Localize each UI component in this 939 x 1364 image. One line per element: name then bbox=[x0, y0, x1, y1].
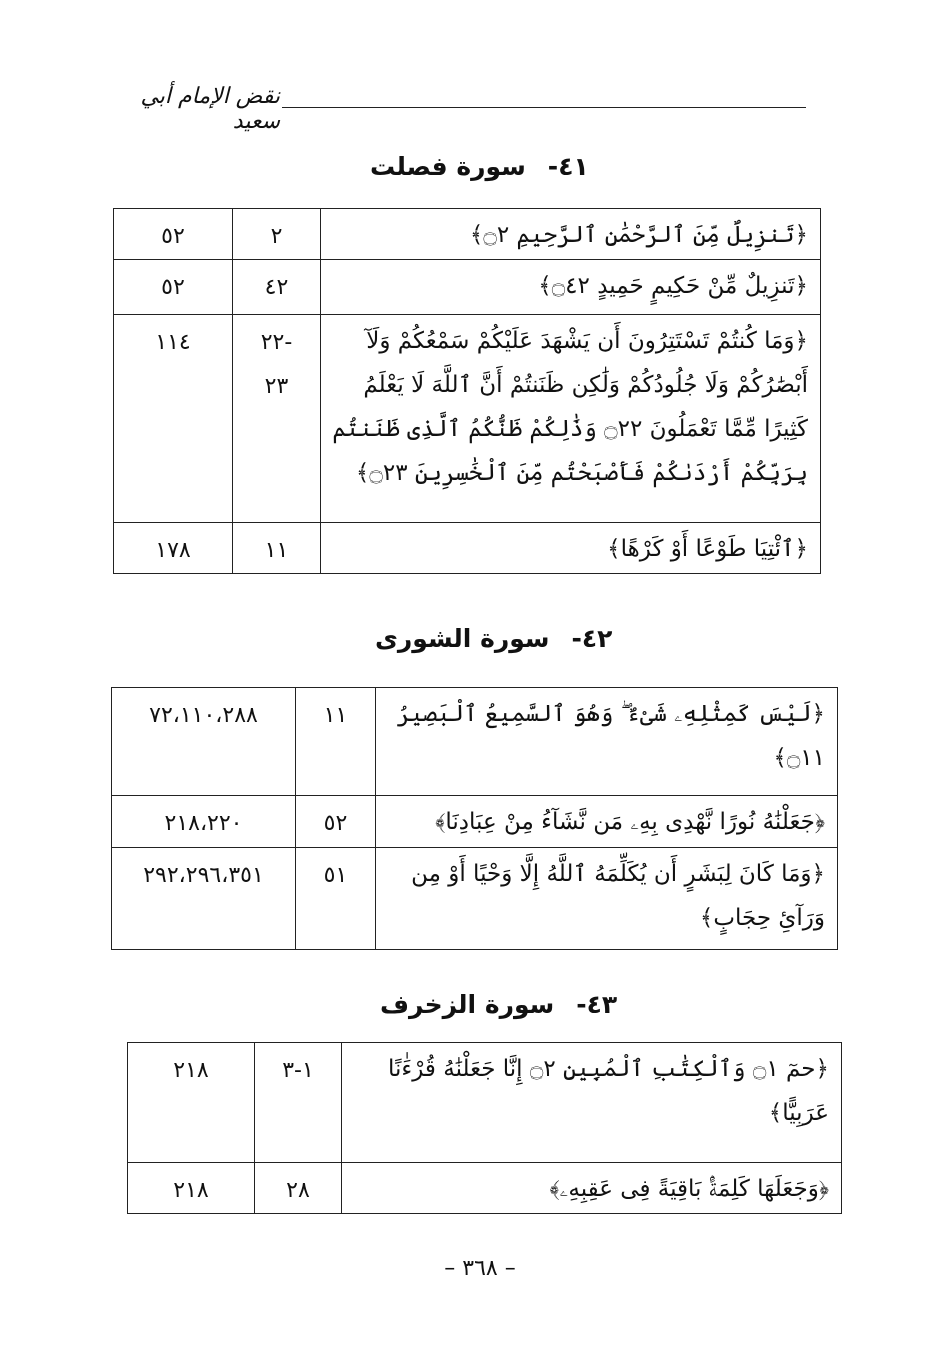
surah-heading-41 bbox=[370, 152, 589, 181]
ayah-cell: ١-٣ bbox=[255, 1043, 342, 1163]
ayah-cell: ٥١ bbox=[296, 848, 376, 950]
running-head: نقض الإمام أبي سعيد bbox=[140, 84, 280, 134]
ayah-cell: ١١ bbox=[233, 523, 321, 574]
surah-number: ٤٣- bbox=[576, 990, 618, 1019]
page-ref-cell: ١١٤ bbox=[114, 315, 233, 523]
ayah-cell: ٤٢ bbox=[233, 260, 321, 315]
table-row bbox=[114, 315, 821, 523]
surah-heading-42 bbox=[375, 624, 612, 653]
verse-cell: ﴿وَمَا كَانَ لِبَشَرٍ أَن يُكَلِّمَهُ ٱللَّهُ إِلَّا وَحْيًا أَوْ مِن وَرَآئِ حِجَابٍ﴾ bbox=[376, 848, 838, 950]
verse-cell: ﴿جَعَلْنَٰهُ نُورًا نَّهْدِى بِهِۦ مَن نَّشَآءُ مِنْ عِبَادِنَا﴾ bbox=[376, 796, 838, 848]
page-ref-cell: ٧٢،١١٠،٢٨٨ bbox=[112, 688, 296, 796]
page-ref-cell: ٢١٨ bbox=[128, 1043, 255, 1163]
table-row bbox=[128, 1043, 842, 1163]
page-ref-cell: ١٧٨ bbox=[114, 523, 233, 574]
verse-cell: ﴿وَجَعَلَهَا كَلِمَةًۢ بَاقِيَةً فِى عَقِبِهِۦ﴾ bbox=[342, 1163, 842, 1214]
surah-number: ٤١- bbox=[547, 152, 589, 181]
verses-table-41 bbox=[113, 208, 821, 574]
table-row bbox=[114, 523, 821, 574]
surah-heading-43 bbox=[380, 990, 617, 1019]
ayah-cell: ٢٨ bbox=[255, 1163, 342, 1214]
table-row bbox=[112, 688, 838, 796]
ayah-cell: -٢٢ ٢٣ bbox=[233, 315, 321, 523]
surah-name: سورة الزخرف bbox=[380, 990, 555, 1019]
ayah-cell: ٢ bbox=[233, 209, 321, 260]
page-ref-cell: ٥٢ bbox=[114, 209, 233, 260]
table-row bbox=[114, 260, 821, 315]
ayah-cell: ٥٢ bbox=[296, 796, 376, 848]
ayah-cell: ١١ bbox=[296, 688, 376, 796]
page-ref-cell: ٢١٨،٢٢٠ bbox=[112, 796, 296, 848]
page-number: – ٣٦٨ – bbox=[444, 1256, 516, 1281]
surah-number: ٤٢- bbox=[571, 624, 613, 653]
table-row bbox=[114, 209, 821, 260]
verses-table-43 bbox=[127, 1042, 842, 1214]
verse-cell: ﴿ٱئْتِيَا طَوْعًا أَوْ كَرْهًا﴾ bbox=[321, 523, 821, 574]
table-row bbox=[112, 796, 838, 848]
page-ref-cell: ٢١٨ bbox=[128, 1163, 255, 1214]
verse-cell: ﴿لَيْسَ كَمِثْلِهِۦ شَىْءٌ ۖ وَهُوَ ٱلسَّمِيعُ ٱلْبَصِيرُ ۝١١﴾ bbox=[376, 688, 838, 796]
verse-cell: ﴿تَنزِيلٌ مِّنَ ٱلرَّحْمَٰنِ ٱلرَّحِيمِ ۝٢﴾ bbox=[321, 209, 821, 260]
page-ref-cell: ٢٩٢،٢٩٦،٣٥١ bbox=[112, 848, 296, 950]
verse-cell: ﴿حمٓ ۝١ وَٱلْكِتَٰبِ ٱلْمُبِينِ ۝٢ إِنَّا جَعَلْنَٰهُ قُرْءَٰنًا عَرَبِيًّا﴾ bbox=[342, 1043, 842, 1163]
surah-name: سورة فصلت bbox=[370, 152, 526, 181]
table-row bbox=[112, 848, 838, 950]
verses-table-42 bbox=[111, 687, 838, 950]
page-ref-cell: ٥٢ bbox=[114, 260, 233, 315]
verse-cell: ﴿وَمَا كُنتُمْ تَسْتَتِرُونَ أَن يَشْهَدَ عَلَيْكُمْ سَمْعُكُمْ وَلَآ أَبْصَٰرُكُمْ وَلَا جُلُودُكُمْ وَلَٰكِن ظَنَنتُمْ أَنَّ ٱللَّهَ لَا يَعْلَمُ كَثِيرًا مِّمَّا تَعْمَلُونَ ۝٢٢ وَذَٰلِكُمْ ظَنُّكُمُ ٱلَّذِى ظَنَنتُم بِرَبِّكُمْ أَرْدَىٰكُمْ فَأَصْبَحْتُم مِّنَ ٱلْخَٰسِرِينَ ۝٢٣﴾ bbox=[321, 315, 821, 523]
header-rule bbox=[282, 107, 806, 108]
surah-name: سورة الشورى bbox=[375, 624, 550, 653]
table-row bbox=[128, 1163, 842, 1214]
verse-cell: ﴿تَنزِيلٌ مِّنْ حَكِيمٍ حَمِيدٍ ۝٤٢﴾ bbox=[321, 260, 821, 315]
